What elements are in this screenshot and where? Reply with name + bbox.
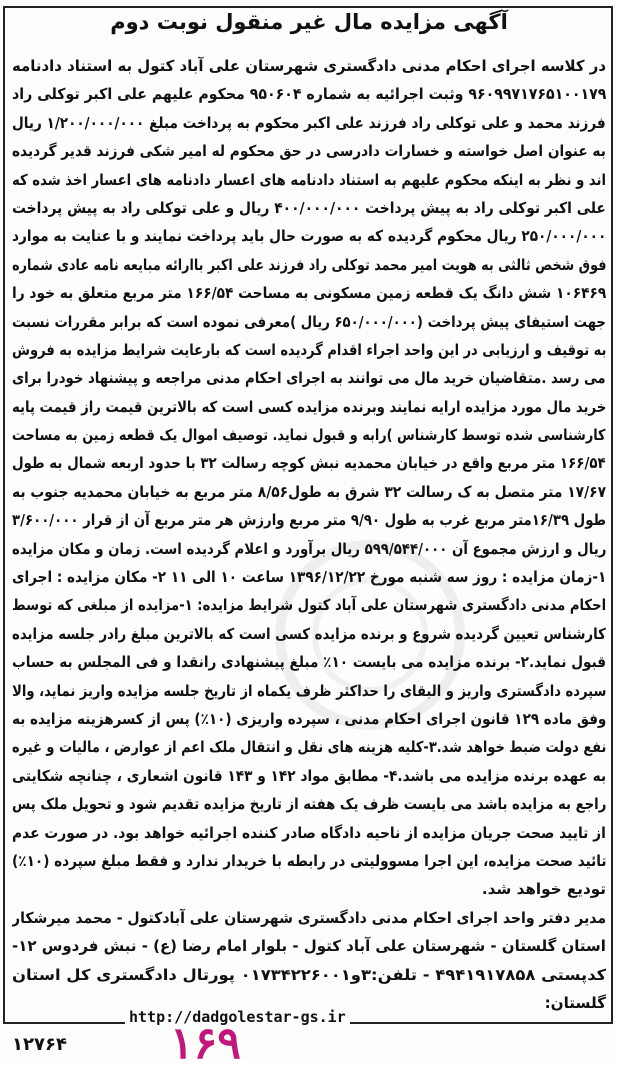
ad-body-line: فوق شخص ثالثی به هویت امیر محمد توکلی راد فرزند علی اکبر باارائه مبایعه نامه عادی شماره	[12, 255, 606, 274]
ad-body-line: قبول نماید.۲- برنده مزایده می بایست ۱۰٪ مبلغ پیشنهادی رانقدا و فی المجلس به حساب	[12, 653, 606, 672]
ad-body-line: ۱۶۶/۵۴ متر مربع واقع در خیابان محمدیه نبش کوچه رسالت ۳۲ با حدود اربعه شمال به طول	[12, 454, 606, 473]
ad-body-line: در کلاسه اجرای احکام مدنی دادگستری شهرستان علی آباد کتول به استناد دادنامه	[12, 57, 606, 75]
ad-body-line: احکام مدنی دادگستری شهرستان علی آباد کتول شرایط مزایده: ۱-مزایده از مبلغی که توسط	[12, 596, 606, 615]
portal-url-link[interactable]: http://dadgolestar-gs.ir	[125, 1008, 350, 1026]
ad-body-line: خرید مال مورد مزایده ارایه نمایند وبرنده مزایده کسی است که بالاترین قیمت راز قیمت پایه	[12, 397, 606, 416]
ad-body-line: راجع به مزایده باشد می بایست ظرف یک هفته از تاریخ مزایده تقدیم شود و تحویل ملک پس	[12, 795, 606, 814]
ad-body-line: از تایید صحت جریان مزایده از ناحیه دادگاه صادر کننده اجرائیه خواهد بود. در صورت عدم	[12, 823, 606, 842]
ad-title: آگهی مزایده مال غیر منقول نوبت دوم	[110, 10, 508, 34]
ad-body-line: استان گلستان - شهرستان علی آباد کتول - بلوار امام رضا (ع) - نبش فردوس ۱۲-	[12, 937, 606, 956]
ad-body-line: ۹۶۰۹۹۷۱۷۶۵۱۰۰۱۷۹ وثبت اجرائیه به شماره ۹۵۰۶۰۴ محکوم علیهم علی اکبر توکلی راد	[12, 85, 606, 104]
handwritten-number: ۱۶۹	[170, 1018, 241, 1069]
ad-body-line: اند و نظر به اینکه محکوم علیهم به استناد دادنامه های اعسار دادنامه های اعسار اخذ شده که	[12, 170, 606, 189]
ad-body-line: جهت استیفای پیش پرداخت (۶۵۰/۰۰۰/۰۰۰ ریال )معرفی نموده است که برابر مقررات نسبت	[12, 312, 606, 331]
ad-body-line: به عنوان اصل خواسته و خسارات دادرسی در حق محکوم له امیر شکی فرزند قدیر گردیده	[12, 142, 606, 161]
ad-body-line: ۱۰۶۴۶۹ شش دانگ یک قطعه زمین مسکونی به مساحت ۱۶۶/۵۴ متر مربع متعلق به خود را	[12, 284, 606, 303]
ad-code-number: ۱۲۷۶۴	[12, 1034, 67, 1055]
ad-body-line: می رسد .متقاضیان خرید مال می توانند به اجرای احکام مدنی مراجعه و پیشنهاد خودرا برای	[12, 369, 606, 388]
ad-body-line: گلستان:	[544, 993, 606, 1012]
ad-body-line: ۱-زمان مزایده : روز سه شنبه مورخ ۱۳۹۶/۱۲/۲۲ ساعت ۱۰ الی ۱۱ ۲- مکان مزایده : اجرای	[12, 568, 606, 587]
ad-body-line: مدیر دفتر واحد اجرای احکام مدنی دادگستری شهرستان علی آبادکتول - محمد میرشکار	[12, 908, 606, 927]
ad-body-line: کدپستی ۴۹۴۱۹۱۷۸۵۸ - تلفن:۳و۰۱۷۳۴۲۲۶۰۰۱ پورتال دادگستری کل استان	[12, 965, 606, 984]
ad-body-line: ۱۷/۶۷ متر متصل به ک رسالت ۳۲ شرق به طول۸/۵۶ متر مربع به خیابان محمدیه جنوب به	[12, 482, 606, 501]
ad-body-line: کارشناس تعیین گردیده شروع و برنده مزایده کسی است که بالاترین مبلغ رادر جلسه مزایده	[12, 624, 606, 643]
ad-body-line: تائید صحت مزایده، این اجرا مسوولیتی در رابطه با خریدار ندارد و فقط مبلغ سپرده (۱۰٪)	[12, 851, 606, 870]
ad-body-line: ریال و ارزش مجموع آن ۵۹۹/۵۴۴/۰۰۰ ریال برآورد و اعلام گردیده است. زمان و مکان مزایده	[12, 539, 606, 558]
ad-body-line: به عهده برنده مزایده می باشد.۴- مطابق مواد ۱۴۲ و ۱۴۳ قانون اشعاری ، چنانچه شکایتی	[12, 766, 606, 785]
ad-body-text	[12, 52, 606, 1017]
ad-body-line: نفع دولت ضبط خواهد شد.۳-کلیه هزینه های نقل و انتقال ملک اعم از عوارض ، مالیات و غیره	[12, 738, 606, 757]
ad-body-line: به توقیف و ارزیابی در این واحد اجراء اقدام گردیده است که بارعایت شرایط مزایده به فروش	[12, 340, 606, 359]
ad-body-line: ۲۵۰/۰۰۰/۰۰۰ ریال محکوم گردیده که به صورت حال باید پرداخت نمایند و با عنایت به موارد	[12, 227, 606, 246]
ad-body-line: وفق ماده ۱۲۹ قانون اجرای احکام مدنی ، سپرده واریزی (۱۰٪) پس از کسرهزینه مزایده به	[12, 709, 606, 728]
ad-body-line: توديع خواهد شد.	[481, 880, 606, 899]
ad-body-line: علی اکبر توکلی راد به پیش پرداخت ۴۰۰/۰۰۰/۰۰۰ ریال و علی توکلی راد به پیش پرداخت	[12, 198, 606, 217]
ad-body-line: طول ۱۶/۳۹متر مربع غرب به طول ۹/۹۰ متر مربع وارزش هر متر مربع آن از قرار ۳/۶۰۰/۰۰۰	[12, 511, 606, 530]
ad-body-line: فرزند محمد و علی توکلی راد فرزند علی اکبر محکوم به پرداخت مبلغ ۱/۲۰۰/۰۰۰/۰۰۰ ریال	[12, 113, 606, 132]
ad-body-line: کارشناسی شده توسط کارشناس )رابه و قبول نماید. توصیف اموال یک قطعه زمین به مساحت	[12, 426, 606, 445]
ad-body-line: سپرده دادگستری واریز و البقای را حداکثر ظرف یکماه از تاریخ جلسه مزایده واریز نماید، والا	[12, 681, 606, 700]
